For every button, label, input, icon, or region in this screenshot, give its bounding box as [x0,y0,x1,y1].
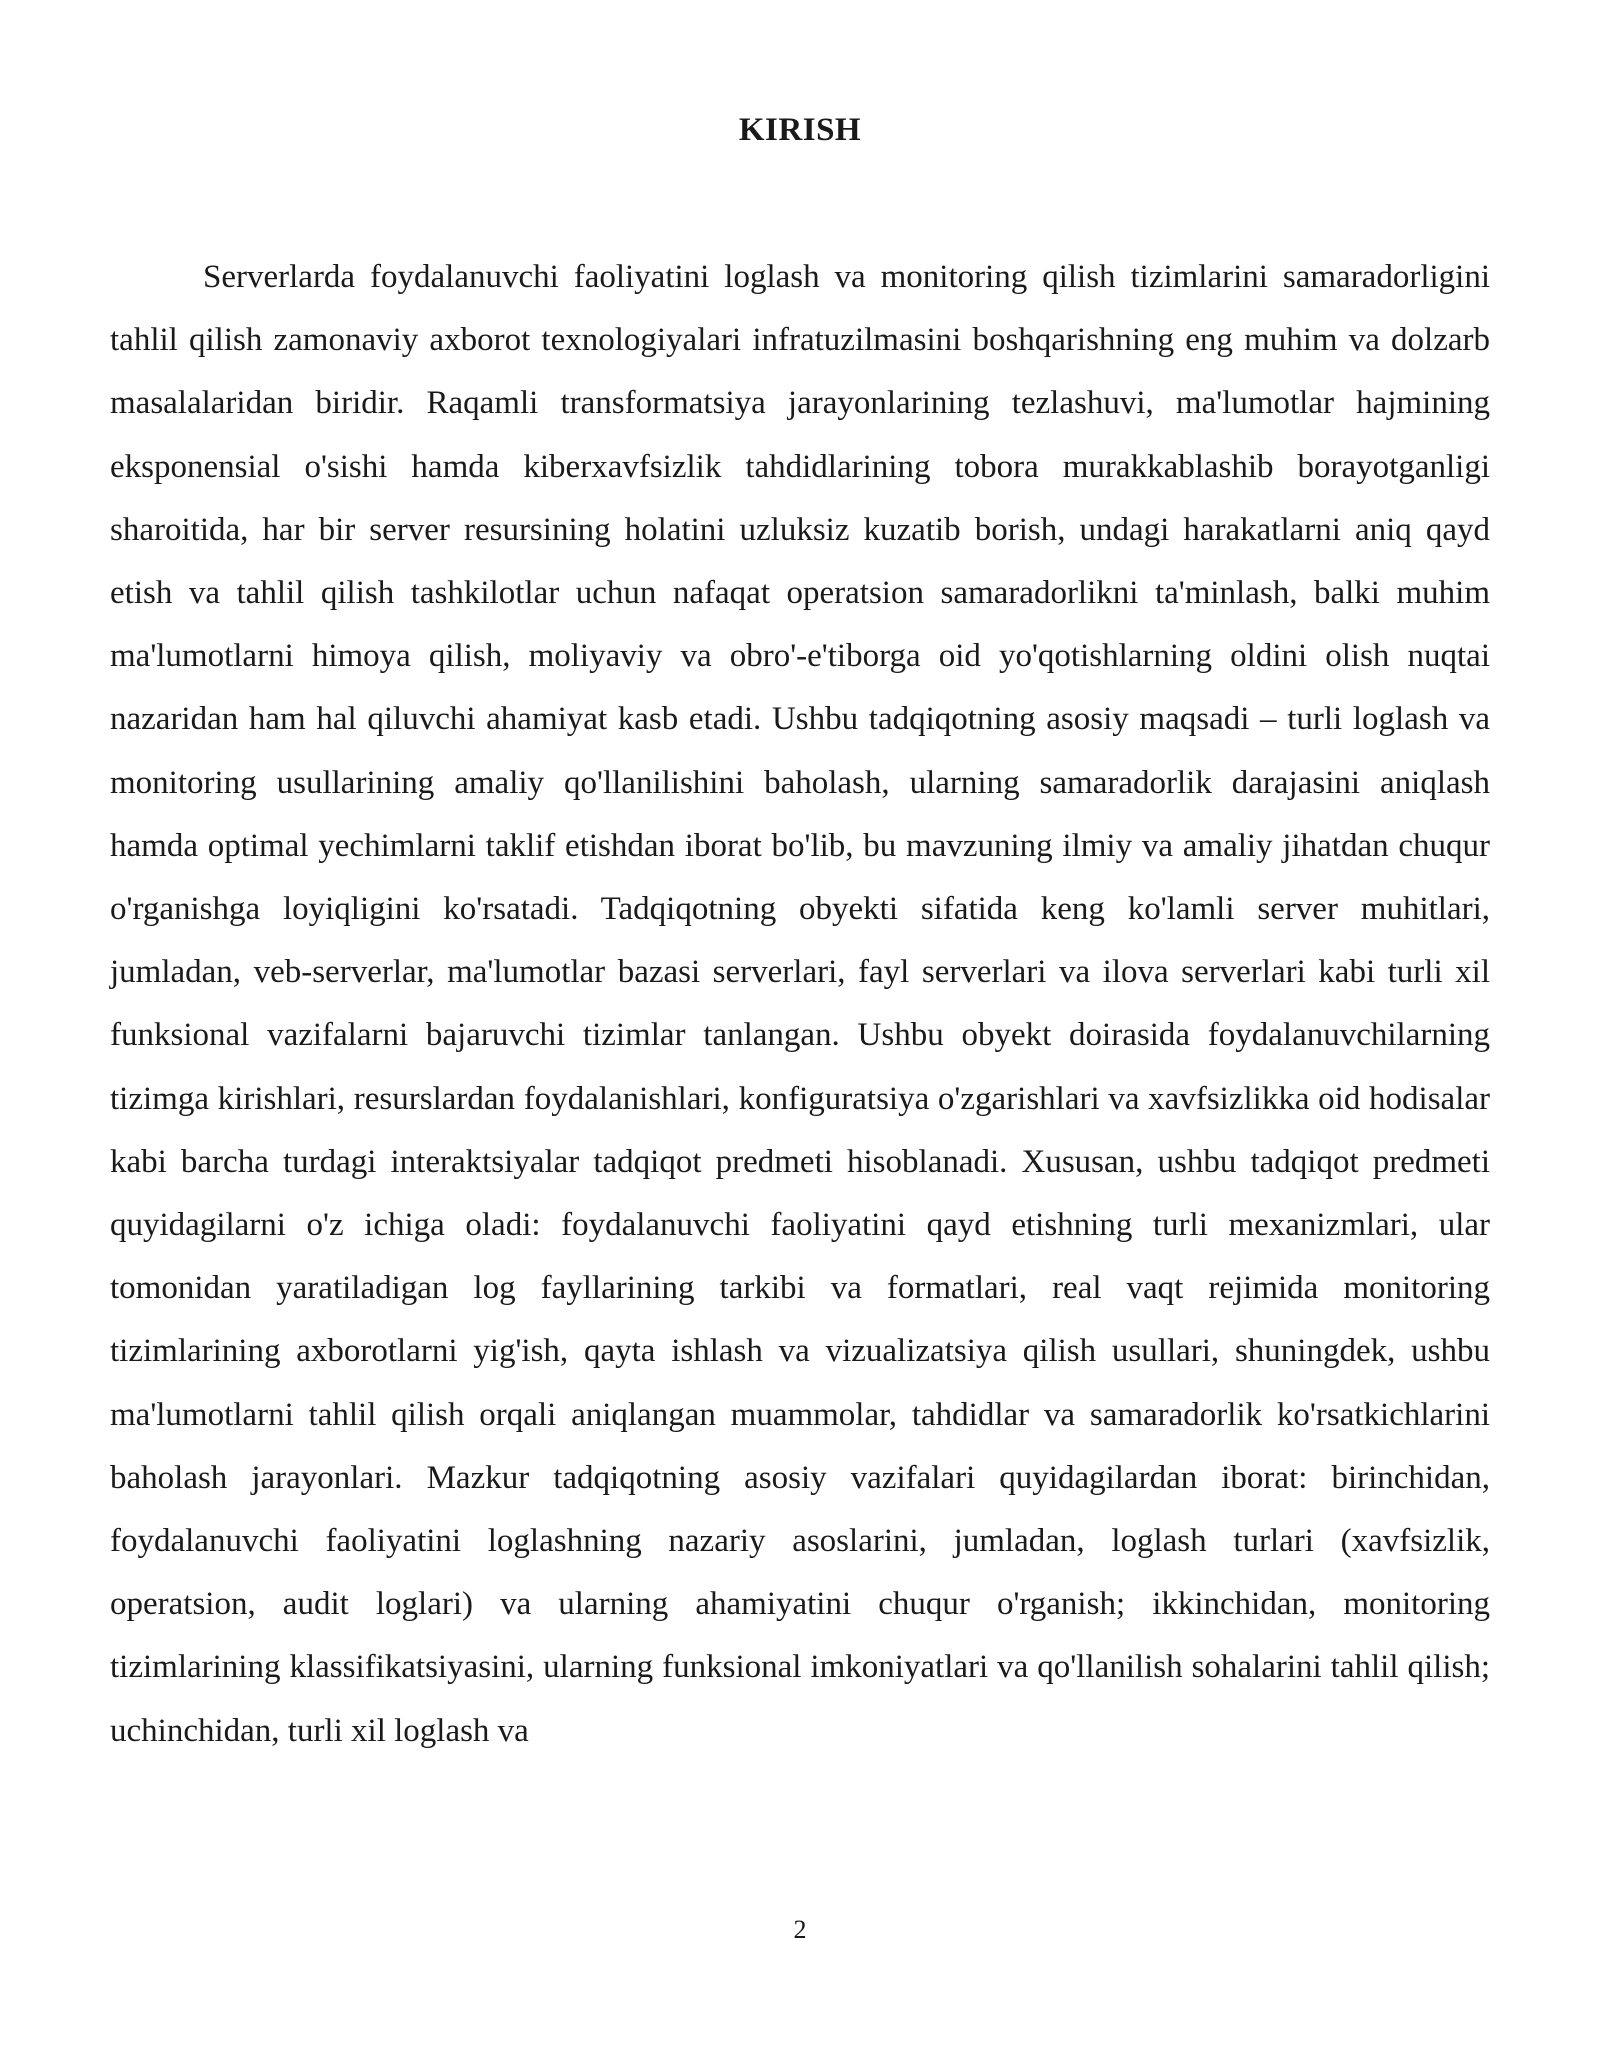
section-heading: KIRISH [738,112,862,148]
page-number: 2 [793,1915,807,1944]
body-paragraph: Serverlarda foydalanuvchi faoliyatini loglash va monitoring qilish tizimlarini samaradorligini tahlil qilish zamonaviy axborot texnologiyalari infratuzilmasini boshqarishning eng muhim va dolzarb masalalaridan biridir. Raqamli transformatsiya jarayonlarining tezlashuvi, ma'lumotlar hajmining eksponensial o'sishi hamda kiberxavfsizlik tahdidlarining tobora murakkablashib borayotganligi sharoitida, har bir server resursining holatini uzluksiz kuzatib borish, undagi harakatlarni aniq qayd etish va tahlil qilish tashkilotlar uchun nafaqat operatsion samaradorlikni ta'minlash, balki muhim ma'lumotlarni himoya qilish, moliyaviy va obro'-e'tiborga oid yo'qotishlarning oldini olish nuqtai nazaridan ham hal qiluvchi ahamiyat kasb etadi. Ushbu tadqiqotning asosiy maqsadi – turli loglash va monitoring usullarining amaliy qo'llanilishini baholash, ularning samaradorlik darajasini aniqlash hamda optimal yechimlarni taklif etishdan iborat bo'lib, bu mavzuning ilmiy va amaliy jihatdan chuqur o'rganishga loyiqligini ko'rsatadi. Tadqiqotning obyekti sifatida keng ko'lamli server muhitlari, jumladan, veb-serverlar, ma'lumotlar bazasi serverlari, fayl serverlari va ilova serverlari kabi turli xil funksional vazifalarni bajaruvchi tizimlar tanlangan. Ushbu obyekt doirasida foydalanuvchilarning tizimga kirishlari, resurslardan foydalanishlari, konfiguratsiya o'zgarishlari va xavfsizlikka oid hodisalar kabi barcha turdagi interaktsiyalar tadqiqot predmeti hisoblanadi. Xususan, ushbu tadqiqot predmeti quyidagilarni o'z ichiga oladi: foydalanuvchi faoliyatini qayd etishning turli mexanizmlari, ular tomonidan yaratiladigan log fayllarining tarkibi va formatlari, real vaqt rejimida monitoring tizimlarining axborotlarni yig'ish, qayta ishlash va vizualizatsiya qilish usullari, shuningdek, ushbu ma'lumotlarni tahlil qilish orqali aniqlangan muammolar, tahdidlar va samaradorlik ko'rsatkichlarini baholash jarayonlari. Mazkur tadqiqotning asosiy vazifalari quyidagilardan iborat: birinchidan, foydalanuvchi faoliyatini loglashning nazariy asoslarini, jumladan, loglash turlari (xavfsizlik, operatsion, audit loglari) va ularning ahamiyatini chuqur o'rganish; ikkinchidan, monitoring tizimlarining klassifikatsiyasini, ularning funksional imkoniyatlari va qo'llanilish sohalarini tahlil qilish; uchinchidan, turli xil loglash va [110,259,1490,1749]
